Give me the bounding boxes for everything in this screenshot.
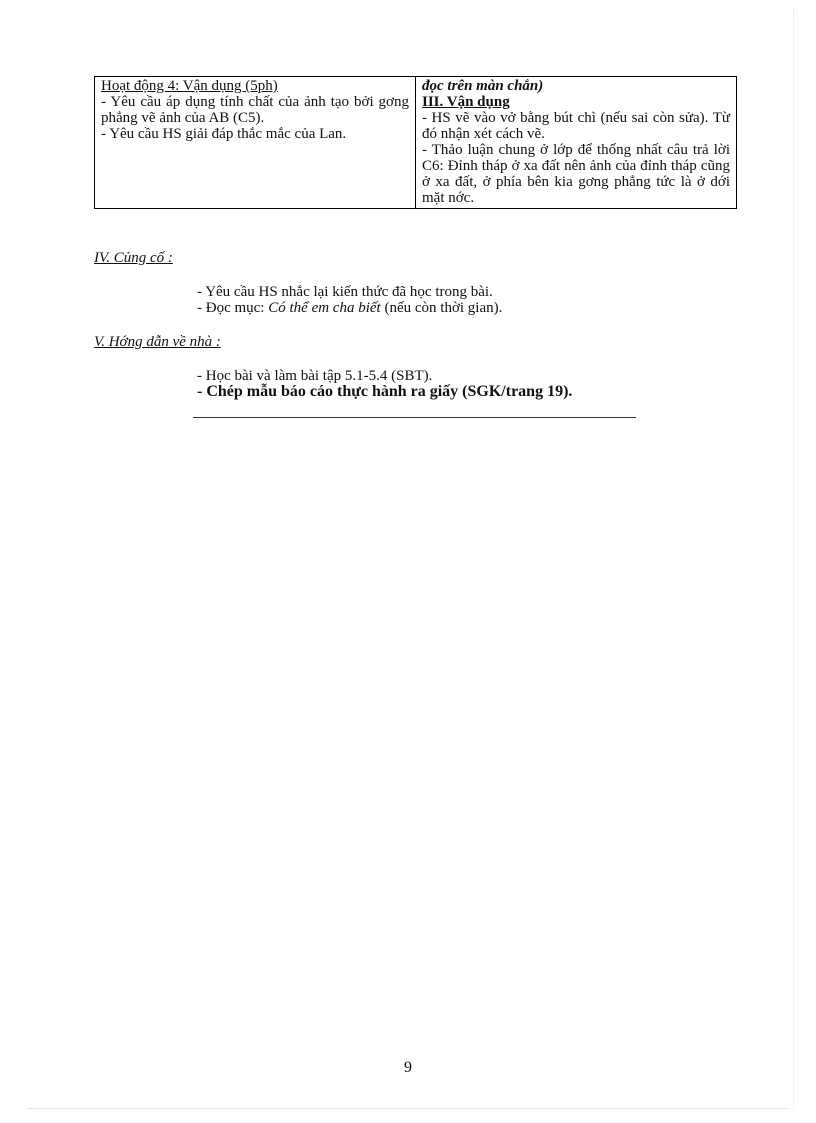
continued-text: đọc trên màn chắn)	[422, 78, 544, 94]
item-prefix: - Đọc mục:	[197, 300, 269, 316]
teacher-instruction: - Yêu cầu áp dụng tính chất của ảnh tạo bởi gơng phẳng vẽ ảnh của AB (C5).	[101, 94, 409, 126]
section-title: III. Vận dụng	[422, 94, 510, 110]
activity-table	[94, 76, 737, 209]
list-item-bold: - Chép mẫu báo cáo thực hành ra giấy (SGK/trang 19).	[197, 383, 573, 400]
list-item: - Học bài và làm bài tập 5.1-5.4 (SBT).	[197, 368, 433, 384]
teacher-activity-cell	[95, 77, 416, 209]
teacher-instruction: - Yêu cầu HS giải đáp thắc mắc của Lan.	[101, 126, 347, 142]
page-border-right	[793, 8, 794, 1108]
page-border-bottom	[28, 1108, 788, 1109]
section-heading-homework: V. Hớng dẫn về nhà :	[94, 334, 221, 350]
horizontal-rule	[193, 417, 636, 418]
student-activity: - Thảo luận chung ở lớp để thống nhất câu trả lời C6: Đỉnh tháp ở xa đất nên ảnh của đỉnh tháp cũng ở xa đất, ở phía bên kia gơng phẳng tức là ở dới mặt nớc.	[422, 142, 730, 206]
page-number: 9	[404, 1059, 412, 1076]
list-item: - Yêu cầu HS nhắc lại kiến thức đã học trong bài.	[197, 284, 493, 300]
section-heading-consolidation: IV. Củng cố :	[94, 250, 173, 266]
list-item	[197, 300, 502, 316]
table-row	[95, 77, 737, 209]
item-suffix: (nếu còn thời gian).	[380, 300, 503, 316]
student-activity-cell	[416, 77, 737, 209]
student-activity: - HS vẽ vào vở bằng bút chì (nếu sai còn sửa). Từ đó nhận xét cách vẽ.	[422, 110, 730, 142]
reading-title: Có thể em cha biết	[268, 300, 381, 316]
activity-title: Hoạt động 4: Vận dụng (5ph)	[101, 78, 278, 94]
